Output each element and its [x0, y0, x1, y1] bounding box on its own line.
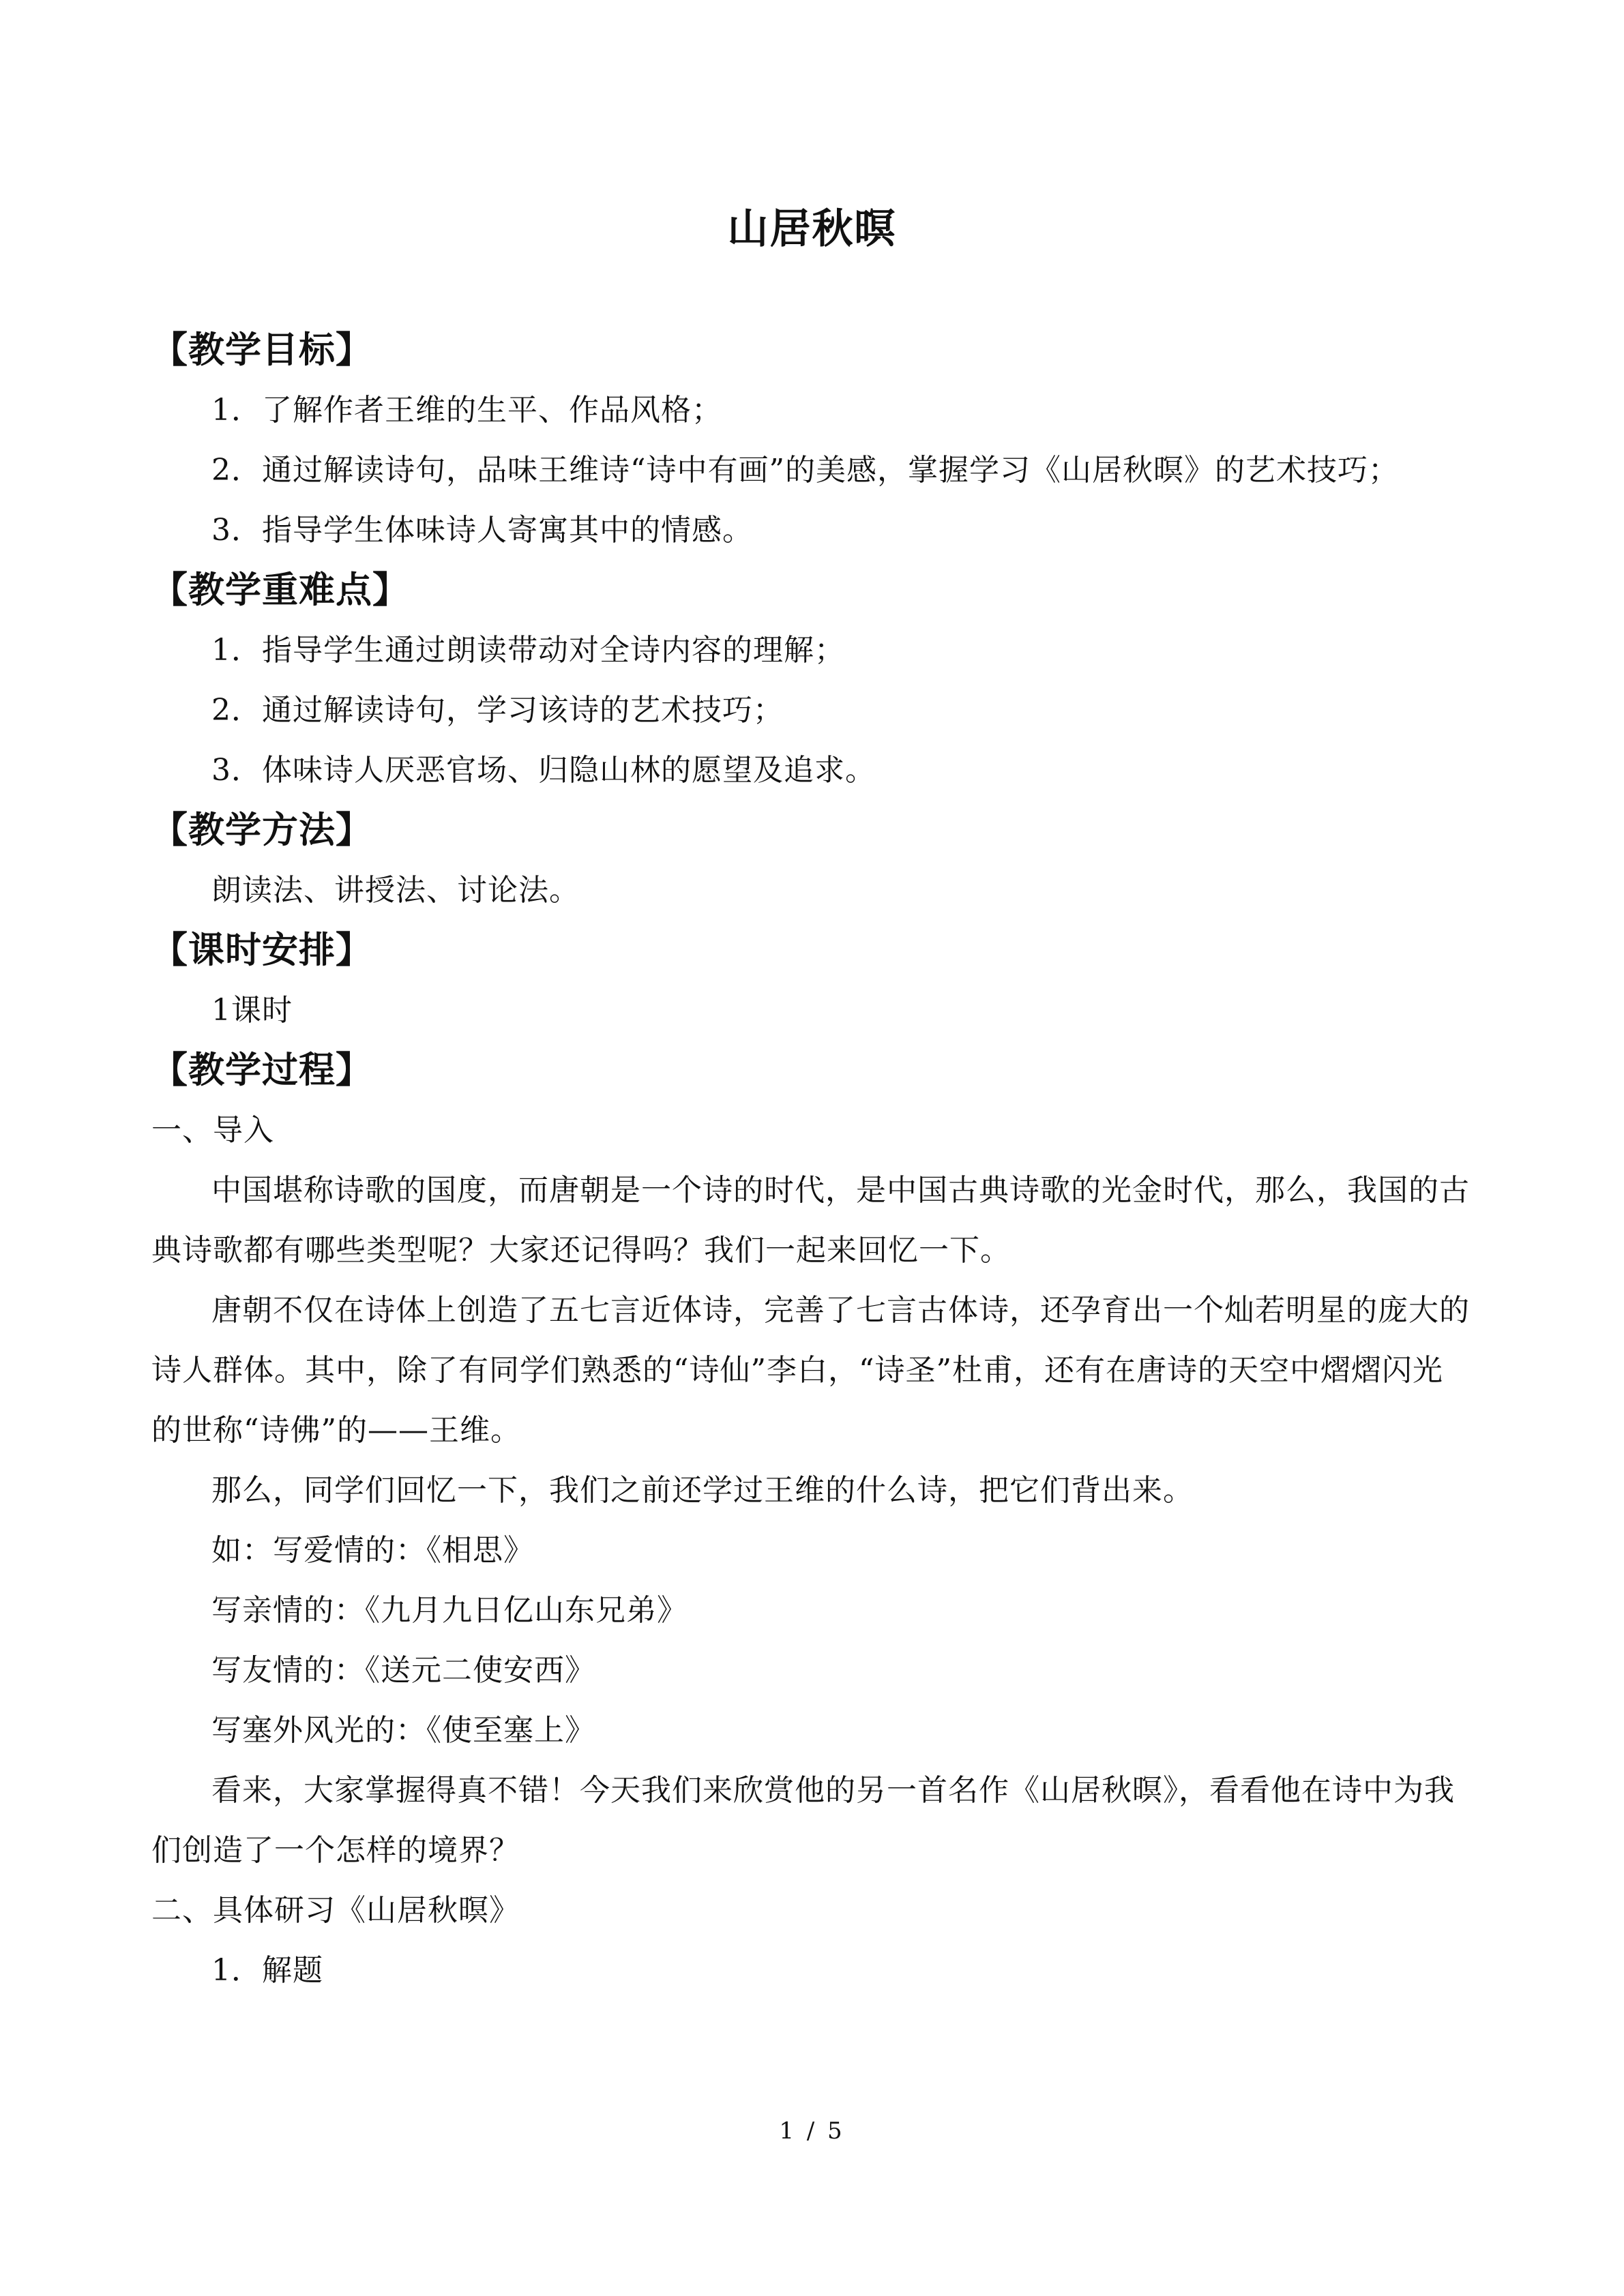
- paragraph: 2．通过解读诗句，品味王维诗“诗中有画”的美感，掌握学习《山居秋暝》的艺术技巧；: [211, 453, 1399, 488]
- paragraph: 3．体味诗人厌恶官场、归隐山林的愿望及追求。: [211, 753, 876, 788]
- paragraph: 看来，大家掌握得真不错！今天我们来欣赏他的另一首名作《山居秋暝》，看看他在诗中为我们创造了一个怎样的境界？: [151, 1773, 1455, 1868]
- paragraph: 写塞外风光的：《使至塞上》: [211, 1713, 595, 1748]
- section-heading-teaching-goals: 【教学目标】: [151, 329, 372, 371]
- document-body: [151, 320, 1471, 2001]
- subsection-title: 二、具体研习《山居秋暝》: [151, 1893, 520, 1928]
- section-heading-methods: 【教学方法】: [151, 809, 372, 851]
- subsection-title: 一、导入: [151, 1113, 274, 1148]
- document-title: 山居秋暝: [727, 205, 897, 253]
- paragraph: 朗读法、讲授法、讨论法。: [211, 873, 580, 908]
- paragraph: 1．解题: [211, 1953, 323, 1988]
- paragraph: 写亲情的：《九月九日亿山东兄弟》: [211, 1593, 688, 1628]
- paragraph: 2．通过解读诗句，学习该诗的艺术技巧；: [211, 693, 784, 728]
- section-heading-process: 【教学过程】: [151, 1049, 372, 1091]
- paragraph: 1．了解作者王维的生平、作品风格；: [211, 393, 722, 428]
- paragraph: 如：写爱情的：《相思》: [211, 1533, 534, 1568]
- paragraph: 3．指导学生体味诗人寄寓其中的情感。: [211, 513, 753, 548]
- paragraph: 1．指导学生通过朗读带动对全诗内容的理解；: [211, 633, 845, 668]
- section-heading-schedule: 【课时安排】: [151, 929, 372, 971]
- paragraph: 1课时: [211, 993, 293, 1028]
- page-number: 1 / 5: [779, 2117, 845, 2145]
- paragraph: 写友情的：《送元二使安西》: [211, 1653, 595, 1688]
- paragraph: 中国堪称诗歌的国度，而唐朝是一个诗的时代，是中国古典诗歌的光金时代，那么，我国的古典诗歌都有哪些类型呢？大家还记得吗？我们一起来回忆一下。: [151, 1173, 1470, 1268]
- section-heading-key-points: 【教学重难点】: [151, 569, 409, 611]
- paragraph: 那么，同学们回忆一下，我们之前还学过王维的什么诗，把它们背出来。: [211, 1473, 1194, 1508]
- paragraph: 唐朝不仅在诗体上创造了五七言近体诗，完善了七言古体诗，还孕育出一个灿若明星的庞大的诗人群体。其中，除了有同学们熟悉的“诗仙”李白，“诗圣”杜甫，还有在唐诗的天空中熠熠闪光的世称“诗佛”的——王维。: [151, 1293, 1470, 1448]
